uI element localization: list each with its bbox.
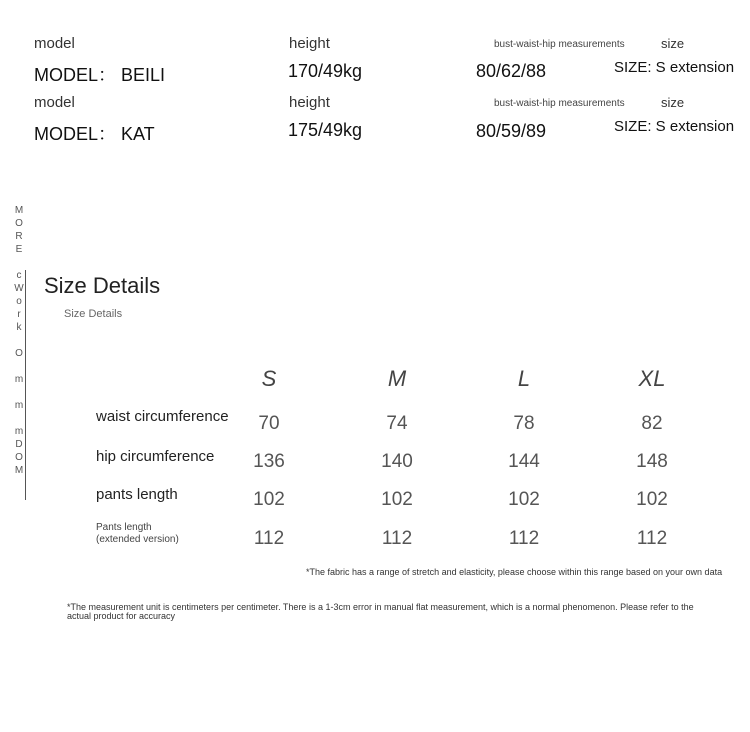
table-cell: 136 (253, 451, 285, 472)
side-letter: R (15, 231, 23, 242)
height-label: height (289, 35, 330, 52)
side-letter: O (15, 218, 23, 229)
model-measurements: 80/59/89 (476, 121, 547, 141)
measure-label: bust-waist-hip measurements (494, 39, 625, 50)
table-cell: 78 (513, 413, 535, 434)
row-label-hip: hip circumference (96, 448, 215, 465)
side-letter: O (15, 348, 23, 359)
table-cell: 112 (253, 528, 285, 549)
size-column-xl: XL (638, 366, 666, 391)
table-cell: 82 (641, 413, 663, 434)
size-column-m: M (387, 366, 407, 391)
side-letter: m (14, 426, 24, 437)
size-label: size (661, 95, 685, 110)
side-letter: o (16, 296, 22, 307)
side-letter (12, 334, 26, 347)
side-letter: D (15, 439, 23, 450)
side-letter: W (14, 283, 24, 294)
table-cell: 102 (508, 489, 540, 510)
side-vertical-text (12, 204, 26, 477)
model-label: model (34, 94, 75, 111)
table-cell: 112 (381, 528, 413, 549)
model-size: SIZE: S extension (614, 118, 735, 135)
side-letter: c (16, 270, 22, 281)
table-cell: 144 (508, 451, 540, 472)
table-cell: 74 (386, 413, 408, 434)
model-height: 175/49kg (288, 120, 363, 140)
model-height: 170/49kg (288, 61, 363, 81)
side-divider-line (25, 270, 26, 500)
model-measurements: 80/62/88 (476, 61, 547, 81)
table-cell: 112 (636, 528, 668, 549)
side-letter: E (15, 244, 23, 255)
side-letter: O (15, 452, 23, 463)
row-label-pants-length-extended: Pants length (extended version) (96, 522, 179, 545)
side-letter (12, 386, 26, 399)
side-letter (12, 256, 26, 269)
model-name: MODEL： BEILI (34, 65, 166, 85)
fabric-note: *The fabric has a range of stretch and elasticity, please choose within this range based on your own data (306, 567, 723, 577)
measurement-note: *The measurement unit is centimeters per centimeter. There is a 1-3cm error in manual flat measurement, which is a normal phenomenon. Please refer to the actual product for accuracy (67, 602, 694, 621)
side-letter: M (14, 205, 24, 216)
table-cell: 148 (636, 451, 668, 472)
table-cell: 112 (508, 528, 540, 549)
side-letter (12, 360, 26, 373)
measure-label: bust-waist-hip measurements (494, 98, 625, 109)
table-cell: 140 (381, 451, 413, 472)
side-letter: M (14, 465, 24, 476)
size-details-title: Size Details (44, 273, 161, 298)
size-column-l: L (517, 366, 531, 391)
size-details-subtitle: Size Details (64, 308, 123, 320)
size-label: size (661, 36, 685, 51)
table-cell: 102 (253, 489, 285, 510)
table-cell: 70 (258, 413, 280, 434)
side-letter: k (16, 322, 22, 333)
row-label-pants-length: pants length (96, 486, 178, 503)
side-letter (12, 412, 26, 425)
table-cell: 102 (636, 489, 668, 510)
table-cell: 102 (381, 489, 413, 510)
model-size: SIZE: S extension (614, 59, 735, 76)
row-label-waist: waist circumference (96, 408, 229, 425)
model-name: MODEL： KAT (34, 124, 155, 144)
side-letter: r (17, 309, 21, 320)
side-letter: m (14, 400, 24, 411)
side-letter: m (14, 374, 24, 385)
size-column-s: S (261, 366, 277, 391)
model-label: model (34, 35, 75, 52)
height-label: height (289, 94, 330, 111)
